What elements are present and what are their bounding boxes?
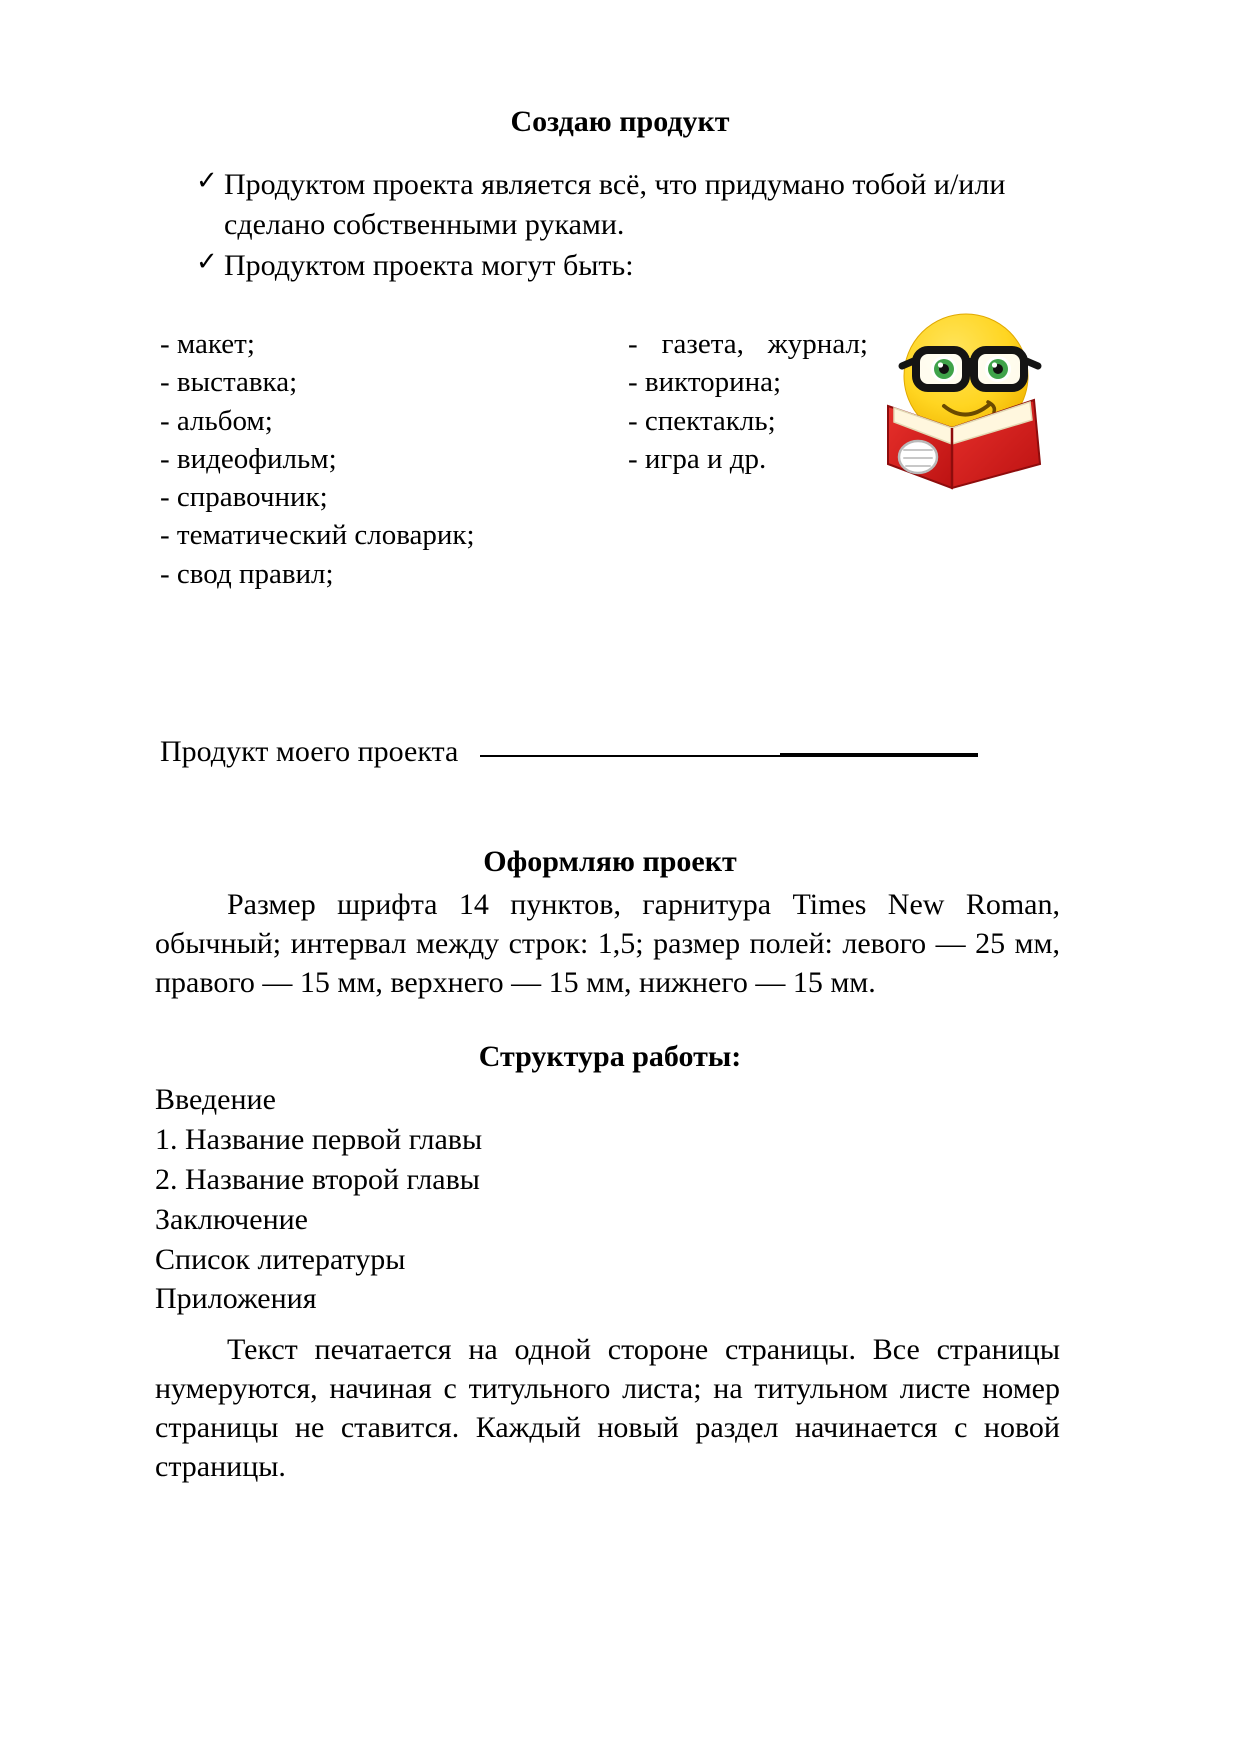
list-item: - игра и др. — [628, 442, 767, 475]
check-mark-icon: ✓ — [196, 247, 218, 277]
list-item-label: Продуктом проекта является всё, что придумано тобой и/или сделано собственными руками. — [224, 168, 1006, 241]
smiley-reading-book-icon — [848, 288, 1063, 503]
list-item: - выставка; — [160, 366, 298, 399]
list-item: - викторина; — [628, 366, 782, 399]
work-structure-list — [155, 1080, 855, 1319]
page-title-create-product: Создаю продукт — [510, 105, 730, 138]
list-item — [196, 165, 1080, 244]
product-types-right-column — [628, 325, 868, 478]
product-types-left-column — [160, 325, 590, 593]
list-item: - видеофильм; — [160, 442, 337, 475]
list-item — [196, 246, 1080, 286]
list-item: Заключение — [155, 1202, 308, 1236]
list-item: Список литературы — [155, 1242, 406, 1276]
check-mark-icon: ✓ — [196, 166, 218, 195]
printing-rules-paragraph: Текст печатается на одной стороне страницы. Все страницы нумеруются, начиная с титульного листа; на титульном листе номер страницы не ставится. Каждый новый раздел начинается с новой страницы. — [155, 1333, 1060, 1483]
section-title-format-project: Оформляю проект — [483, 845, 737, 878]
list-item: - газета, журнал; — [628, 328, 868, 360]
list-item: - альбом; — [160, 404, 273, 437]
list-item: - макет; — [160, 328, 255, 360]
list-item: 2. Название второй главы — [155, 1162, 480, 1196]
list-item: - свод правил; — [160, 557, 334, 590]
list-item: Приложения — [155, 1282, 317, 1316]
fill-in-rule-primary[interactable] — [480, 755, 780, 757]
list-item: - тематический словарик; — [160, 519, 475, 552]
list-item: 1. Название первой главы — [155, 1122, 483, 1156]
list-item: Введение — [155, 1083, 276, 1116]
product-fill-in-label: Продукт моего проекта — [160, 735, 459, 768]
format-requirements-paragraph: Размер шрифта 14 пунктов, гарнитура Times New Roman, обычный; интервал между строк: 1,5; размер полей: левого — 25 мм, правого — 15 мм, верхнего — 15 мм, нижнего — 15 мм. — [155, 888, 1060, 999]
list-item: - спектакль; — [628, 404, 776, 437]
list-item-label: Продуктом проекта могут быть: — [224, 249, 634, 283]
section-title-work-structure: Структура работы: — [478, 1040, 742, 1073]
product-fill-in-row — [160, 735, 1060, 769]
fill-in-rule-secondary[interactable] — [780, 753, 978, 757]
product-definition-list — [196, 165, 1080, 288]
list-item: - справочник; — [160, 481, 328, 514]
